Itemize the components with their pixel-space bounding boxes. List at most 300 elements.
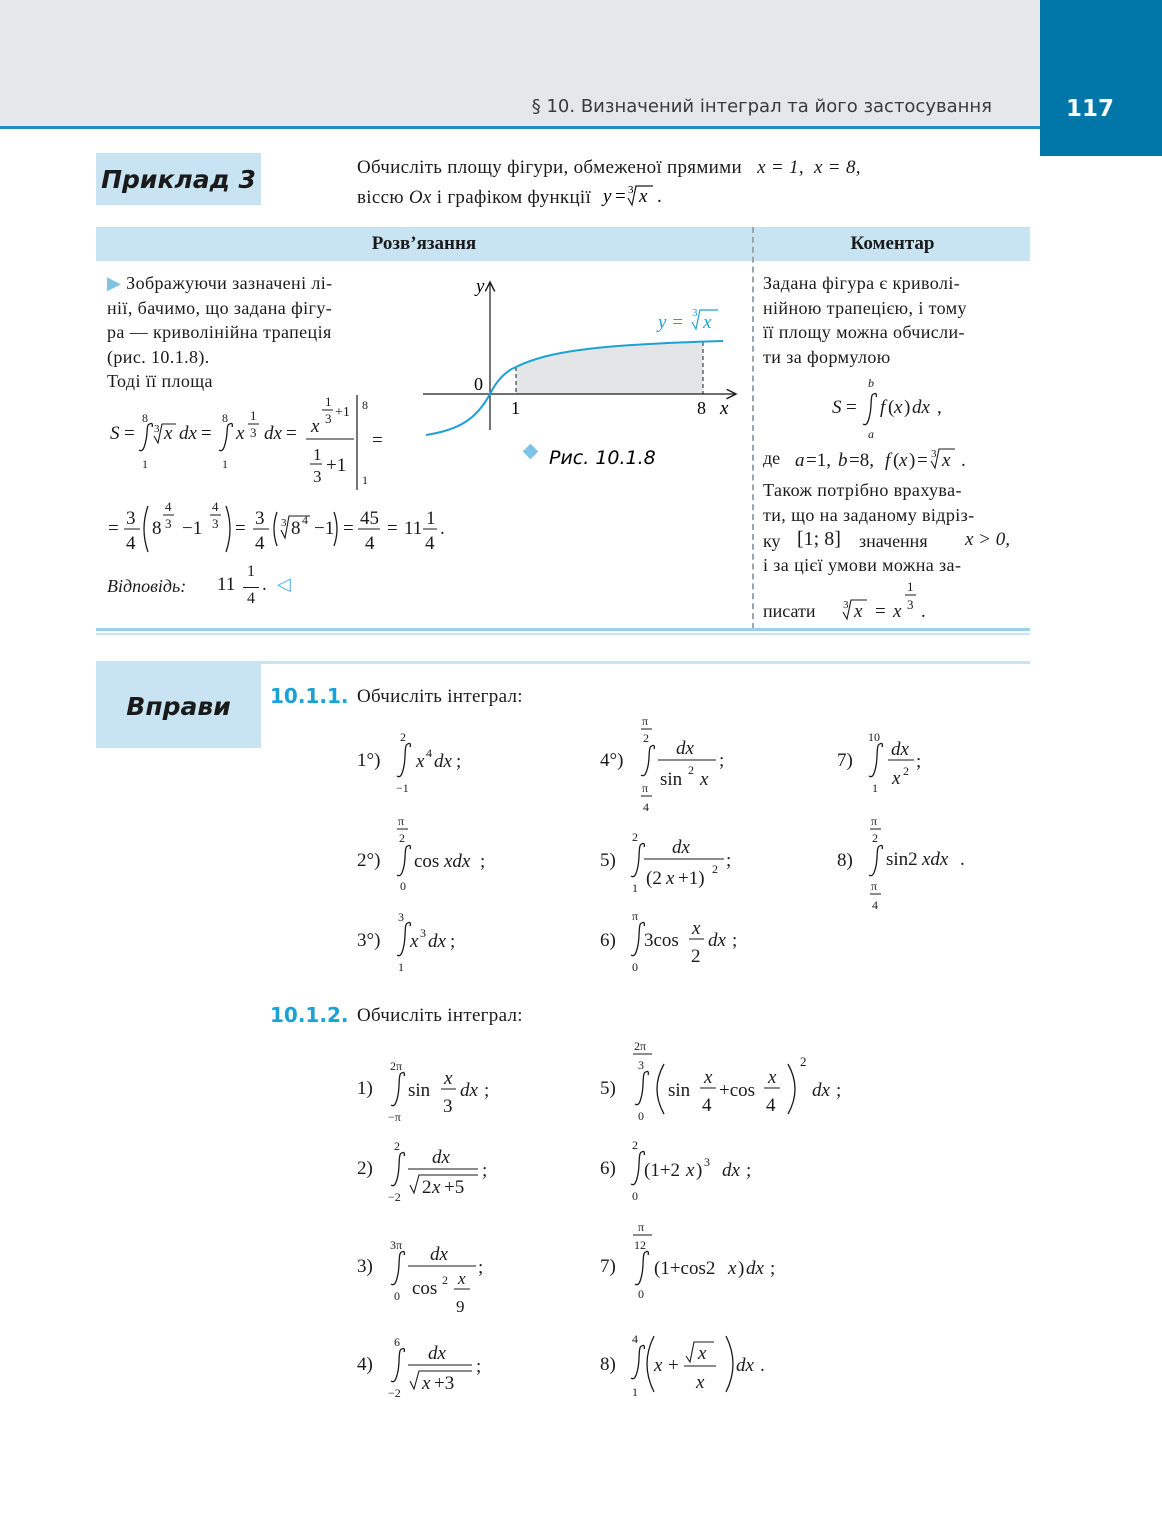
svg-text:2: 2 (712, 862, 718, 876)
svg-text:0: 0 (632, 960, 638, 974)
answer-label: Відповідь: (107, 576, 187, 596)
svg-text:S: S (832, 397, 842, 418)
svg-text:x: x (236, 423, 245, 444)
svg-text:dx: dx (676, 738, 694, 759)
exercise-number-10-1-1: 10.1.1. (270, 684, 349, 708)
y-axis-label: y (476, 276, 485, 297)
svg-text:3: 3 (704, 1155, 710, 1169)
svg-text:=: = (124, 423, 135, 444)
exercise-2-4-label: 4) (357, 1354, 373, 1375)
svg-text:x: x (422, 1373, 431, 1394)
integral-2-5 (628, 1036, 868, 1128)
svg-text:=: = (615, 186, 627, 207)
comment-line: її площу можна обчисли- (763, 322, 965, 342)
svg-text:2: 2 (872, 831, 878, 845)
svg-text:f: f (880, 397, 886, 418)
svg-text:dx: dx (912, 397, 930, 418)
svg-text:8: 8 (362, 398, 368, 412)
comment-text-2 (763, 478, 1025, 527)
svg-text:S: S (110, 423, 120, 444)
integral-2-6 (628, 1134, 778, 1204)
svg-text:4: 4 (702, 1095, 712, 1116)
svg-text:y: y (603, 186, 612, 207)
comment-text (763, 271, 1023, 369)
example-label (96, 153, 261, 205)
svg-text:(: ( (888, 397, 895, 418)
svg-text:3: 3 (638, 1058, 644, 1072)
svg-text:−2: −2 (388, 1386, 401, 1400)
svg-text:;: ; (916, 751, 922, 772)
exercise-2-2-label: 2) (357, 1158, 373, 1179)
exercise-1-7-label: 7) (837, 750, 853, 771)
integral-2-4 (386, 1331, 516, 1401)
integral-2-3 (386, 1232, 516, 1324)
exercise-2-5-label: 5) (600, 1078, 616, 1099)
svg-text:x: x (854, 601, 863, 622)
svg-text:1: 1 (313, 445, 322, 464)
svg-text:=: = (846, 397, 857, 418)
tick-label-1: 1 (511, 398, 520, 418)
comment-znachennia: значення (859, 531, 928, 551)
svg-text:π: π (642, 714, 649, 728)
svg-text:2: 2 (442, 1273, 448, 1287)
svg-text:2: 2 (691, 946, 701, 967)
svg-text:0: 0 (632, 1189, 638, 1203)
svg-text:3: 3 (420, 926, 426, 940)
svg-text:f: f (885, 450, 891, 471)
exercise-number-10-1-2: 10.1.2. (270, 1003, 349, 1027)
exercise-text-10-1-1: Обчисліть інтеграл: (357, 686, 523, 707)
exercise-2-8-label: 8) (600, 1354, 616, 1375)
svg-text:4: 4 (126, 533, 136, 554)
svg-text:dx: dx (460, 1080, 478, 1101)
exercises-label (96, 664, 261, 748)
comment-values-line (763, 446, 1033, 474)
svg-text:.: . (760, 1355, 765, 1376)
task-text-1: Обчисліть площу фігури, обмеженої прямими (357, 157, 742, 178)
solution-line (107, 271, 402, 296)
comment-line: Задана фігура є криволі- (763, 273, 961, 293)
svg-text:+cos: +cos (719, 1080, 756, 1101)
svg-text:x: x (942, 450, 951, 471)
svg-text:9: 9 (456, 1297, 465, 1316)
curve-label-y: y = (658, 312, 685, 333)
svg-text:cos: cos (414, 851, 440, 872)
task-line-2 (357, 183, 997, 213)
origin-label: 0 (474, 374, 483, 394)
svg-text:3: 3 (931, 448, 937, 460)
cube-root-function-formula (601, 183, 681, 209)
integral-1-6 (628, 905, 768, 975)
svg-text:=: = (235, 518, 246, 539)
svg-text:12: 12 (634, 1238, 646, 1252)
answer-den: 4 (247, 590, 255, 607)
solution-line: (рис. 10.1.8). (107, 346, 210, 367)
svg-text:1: 1 (426, 508, 436, 529)
answer-line (107, 563, 367, 616)
svg-text:1: 1 (142, 457, 148, 471)
answer-fraction-bar (243, 587, 259, 588)
svg-text:3: 3 (628, 184, 635, 196)
svg-text:x: x (892, 768, 901, 789)
exercise-1-1-label: 1°) (357, 750, 381, 771)
svg-text:3: 3 (313, 467, 322, 486)
svg-text:x: x (164, 423, 173, 444)
svg-text:=: = (108, 518, 119, 539)
comment-interval: [1; 8] (797, 528, 841, 550)
svg-text:4: 4 (302, 513, 308, 527)
column-divider (752, 227, 754, 629)
table-bottom-rule (96, 628, 1030, 631)
svg-text:2π: 2π (634, 1039, 647, 1053)
svg-text:3cos: 3cos (644, 930, 679, 951)
svg-text:x: x (696, 1372, 705, 1393)
svg-text:): ) (696, 1160, 703, 1181)
svg-text:3: 3 (325, 411, 332, 426)
svg-text:π: π (871, 814, 878, 828)
svg-text:1: 1 (325, 394, 332, 409)
svg-text:π: π (642, 781, 649, 795)
svg-text:2: 2 (643, 731, 649, 745)
integral-2-1 (386, 1055, 516, 1125)
comment-line: нійною трапецією, і тому (763, 297, 967, 318)
svg-text:−1: −1 (182, 518, 203, 539)
svg-text:−2: −2 (388, 1190, 401, 1204)
integral-2-8 (628, 1328, 788, 1404)
svg-text:+5: +5 (444, 1177, 465, 1198)
svg-text:3: 3 (250, 425, 257, 440)
svg-text:.: . (921, 601, 926, 622)
figure-caption: Рис. 10.1.8 (549, 447, 656, 469)
curve-label-x: x (703, 312, 712, 333)
tick-label-8: 8 (697, 398, 706, 418)
svg-text:4: 4 (255, 533, 265, 554)
svg-text:1: 1 (362, 473, 368, 487)
svg-text:x: x (654, 1355, 663, 1376)
svg-text:−1: −1 (396, 781, 409, 795)
svg-text:+1): +1) (678, 868, 705, 889)
svg-text:;: ; (478, 1257, 484, 1278)
svg-text:x: x (704, 1067, 713, 1088)
svg-text:;: ; (456, 751, 462, 772)
svg-text:4: 4 (365, 533, 375, 554)
svg-text:−1: −1 (314, 518, 335, 539)
svg-text:3π: 3π (390, 1238, 403, 1252)
triangle-bullet-icon: ▶ (107, 273, 122, 293)
solution-header: Розв’язання (371, 233, 477, 254)
svg-text:1: 1 (222, 457, 228, 471)
svg-text:+1: +1 (326, 455, 347, 476)
task-line-1 (357, 153, 997, 183)
svg-text:+: + (668, 1355, 679, 1376)
svg-text:dx: dx (428, 1343, 446, 1364)
exercise-1-8-label: 8) (837, 850, 853, 871)
svg-text:1: 1 (632, 1385, 638, 1399)
root-as-power-formula (839, 578, 949, 624)
svg-text:2: 2 (632, 1138, 638, 1152)
comment-pysaty: писати (763, 601, 816, 621)
svg-text:): ) (738, 1258, 745, 1279)
svg-text:=: = (343, 518, 354, 539)
svg-text:2: 2 (399, 831, 405, 845)
svg-text:x: x (728, 1258, 737, 1279)
svg-text:x: x (893, 601, 902, 622)
svg-text:sin: sin (408, 1080, 431, 1101)
svg-text:sin: sin (668, 1080, 691, 1101)
svg-text:b: b (838, 450, 848, 471)
svg-text:;: ; (480, 851, 486, 872)
svg-text:cos: cos (412, 1278, 438, 1299)
x-axis-label: x (720, 398, 729, 419)
task-function (601, 184, 681, 208)
svg-text:8: 8 (222, 411, 228, 425)
svg-text:.: . (961, 450, 966, 471)
svg-text:=1,: =1, (806, 450, 831, 471)
svg-text:3: 3 (398, 910, 404, 924)
svg-text:0: 0 (400, 879, 406, 893)
task-x1: x = 1, (757, 157, 804, 178)
svg-text:b: b (868, 376, 874, 390)
svg-text:2: 2 (422, 1177, 432, 1198)
svg-text:2: 2 (903, 764, 909, 778)
svg-text:+3: +3 (434, 1373, 455, 1394)
svg-text:x: x (311, 416, 320, 437)
svg-text:;: ; (476, 1356, 482, 1377)
integral-1-7 (864, 726, 954, 796)
solution-line: нії, бачимо, що задана фігу- (107, 297, 333, 318)
task-axis: Ox (408, 187, 432, 208)
svg-text:x: x (700, 769, 709, 790)
svg-text:;: ; (732, 930, 738, 951)
svg-text:3: 3 (126, 508, 136, 529)
header-rule (0, 126, 1040, 129)
svg-text:x: x (686, 1160, 695, 1181)
svg-text:10: 10 (868, 730, 880, 744)
svg-text:4: 4 (212, 499, 219, 514)
svg-text:=: = (286, 423, 297, 444)
svg-text:xdx: xdx (922, 849, 949, 870)
comment-line: ти за формулою (763, 346, 891, 367)
svg-text:(2: (2 (646, 868, 662, 889)
svg-text:x: x (894, 397, 903, 418)
exercise-1-4-label: 4°) (600, 750, 624, 771)
svg-text:;: ; (836, 1080, 842, 1101)
section-title: § 10. Визначений інтеграл та його застосування (531, 96, 992, 117)
svg-text:π: π (632, 909, 639, 923)
svg-text:1: 1 (872, 781, 878, 795)
svg-text:;: ; (719, 750, 725, 771)
svg-text:): ) (909, 450, 916, 471)
integral-1-5 (628, 826, 758, 896)
area-integral-formula (106, 392, 406, 492)
svg-text:4: 4 (426, 746, 432, 760)
exercise-1-5-label: 5) (600, 850, 616, 871)
svg-text:dx: dx (891, 739, 909, 760)
svg-text:dx: dx (179, 423, 197, 444)
parameter-values-formula (793, 446, 1033, 474)
svg-text:x: x (639, 186, 648, 207)
task-statement (357, 153, 997, 213)
exercise-2-1-label: 1) (357, 1078, 373, 1099)
svg-text:4: 4 (766, 1095, 776, 1116)
svg-text:=: = (917, 450, 928, 471)
comment-de: де (763, 448, 781, 468)
svg-text:8: 8 (142, 411, 148, 425)
svg-text:=: = (201, 423, 212, 444)
comment-line: ти, що на заданому відріз- (763, 504, 975, 525)
task-text-2b: і графіком функції (436, 187, 592, 208)
svg-text:π: π (871, 879, 878, 893)
integral-1-2 (392, 812, 512, 896)
svg-text:x: x (416, 751, 425, 772)
svg-text:1: 1 (250, 408, 257, 423)
svg-text:;: ; (482, 1160, 488, 1181)
svg-text:4: 4 (872, 898, 878, 912)
svg-text:2: 2 (800, 1054, 807, 1069)
task-x8: x = 8, (814, 157, 861, 178)
solution-line: ра — криволінійна трапеція (107, 322, 332, 342)
svg-text:=: = (875, 601, 886, 622)
svg-text:dx: dx (432, 1147, 450, 1168)
svg-text:8: 8 (291, 518, 301, 539)
task-text-2a: віссю (357, 187, 404, 208)
area-formula (830, 372, 970, 444)
svg-text:2π: 2π (390, 1059, 403, 1073)
exercise-2-6-label: 6) (600, 1158, 616, 1179)
integral-2-7 (628, 1218, 808, 1306)
svg-text:3: 3 (907, 597, 914, 612)
svg-text:dx: dx (722, 1160, 740, 1181)
figure-10-1-8 (418, 270, 748, 475)
exercise-text-10-1-2: Обчисліть інтеграл: (357, 1005, 523, 1026)
svg-text:1: 1 (907, 579, 914, 594)
svg-text:=: = (372, 430, 383, 451)
answer-int: 11 (217, 574, 236, 595)
svg-text:;: ; (770, 1258, 776, 1279)
svg-text:4: 4 (643, 800, 649, 814)
page-number: 117 (1065, 96, 1114, 122)
svg-text:π: π (638, 1220, 645, 1234)
exercise-2-7-label: 7) (600, 1256, 616, 1277)
svg-text:dx: dx (672, 837, 690, 858)
svg-text:dx: dx (736, 1355, 754, 1376)
svg-text:;: ; (746, 1160, 752, 1181)
svg-text:(: ( (893, 450, 900, 471)
svg-text:0: 0 (638, 1287, 644, 1301)
svg-text:dx: dx (428, 931, 446, 952)
exercise-1-2-label: 2°) (357, 850, 381, 871)
svg-text:4: 4 (632, 1332, 638, 1346)
integral-2-2 (386, 1135, 516, 1205)
end-of-solution-icon: ◁ (277, 574, 291, 594)
svg-text:sin2: sin2 (886, 849, 918, 870)
table-bottom-rule-2 (96, 633, 1030, 635)
svg-text:=8,: =8, (849, 450, 874, 471)
svg-text:0: 0 (638, 1109, 644, 1123)
svg-text:dx: dx (430, 1244, 448, 1265)
svg-text:3: 3 (443, 1096, 453, 1117)
svg-text:2: 2 (688, 763, 694, 777)
solution-line-text: Зображуючи зазначені лі- (126, 273, 333, 293)
svg-text:(1+2: (1+2 (644, 1160, 681, 1181)
svg-text:3: 3 (255, 508, 265, 529)
integral-1-4 (636, 712, 756, 816)
svg-text:1: 1 (398, 960, 404, 974)
comment-cond: x > 0, (965, 529, 1011, 550)
curve-label-root-index: 3 (692, 307, 698, 319)
svg-text:3: 3 (281, 517, 287, 529)
svg-text:x: x (458, 1269, 466, 1288)
answer-period: . (262, 574, 267, 595)
svg-text:sin: sin (660, 769, 683, 790)
svg-text:x: x (692, 918, 701, 939)
svg-text:dx: dx (708, 930, 726, 951)
exercise-2-3-label: 3) (357, 1256, 373, 1277)
svg-text:;: ; (484, 1080, 490, 1101)
page-number-tab (1040, 0, 1162, 156)
comment-interval-line (763, 528, 1033, 556)
svg-text:−π: −π (388, 1110, 401, 1124)
svg-text:3: 3 (212, 516, 219, 531)
svg-text:4: 4 (165, 499, 172, 514)
comment-line: Також потрібно врахува- (763, 480, 962, 500)
example-label-text: Приклад 3 (101, 164, 256, 194)
exercise-1-3-label: 3°) (357, 930, 381, 951)
svg-text:xdx: xdx (444, 851, 471, 872)
svg-text:a: a (795, 450, 805, 471)
svg-text:4: 4 (425, 533, 435, 554)
comment-line-last: і за цієї умови можна за- (763, 555, 962, 575)
svg-text:x: x (432, 1177, 441, 1198)
svg-text:π: π (398, 814, 405, 828)
svg-text:2: 2 (632, 830, 638, 844)
svg-text:x: x (666, 868, 675, 889)
svg-text:dx: dx (812, 1080, 830, 1101)
answer-num: 1 (247, 563, 255, 580)
area-calculation-formula (106, 496, 486, 560)
svg-text:2: 2 (394, 1139, 400, 1153)
svg-text:3: 3 (165, 516, 172, 531)
svg-text:x: x (698, 1343, 707, 1364)
svg-text:3: 3 (154, 423, 160, 435)
svg-text:8: 8 (152, 518, 162, 539)
svg-text:x: x (768, 1067, 777, 1088)
svg-text:x: x (899, 450, 908, 471)
svg-text:,: , (937, 397, 942, 418)
svg-text:.: . (657, 186, 663, 207)
integral-1-8 (864, 812, 994, 916)
caption-diamond-icon (523, 444, 539, 460)
svg-text:;: ; (450, 931, 456, 952)
svg-text:2: 2 (400, 730, 406, 744)
comment-power-line (763, 578, 1033, 624)
exercise-1-6-label: 6) (600, 930, 616, 951)
svg-text:1: 1 (632, 881, 638, 895)
comment-ku: ку (763, 531, 781, 551)
svg-text:+1: +1 (335, 405, 350, 420)
svg-text:.: . (440, 518, 445, 539)
svg-text:3: 3 (843, 599, 849, 611)
exercises-label-text: Вправи (126, 691, 231, 721)
svg-text:dx: dx (746, 1258, 764, 1279)
svg-text:(1+cos2: (1+cos2 (654, 1258, 716, 1279)
solution-text (107, 271, 402, 394)
svg-text:=: = (387, 518, 398, 539)
svg-text:): ) (904, 397, 911, 418)
svg-text:11: 11 (404, 518, 423, 539)
svg-text:6: 6 (394, 1335, 400, 1349)
svg-text:x: x (410, 931, 419, 952)
